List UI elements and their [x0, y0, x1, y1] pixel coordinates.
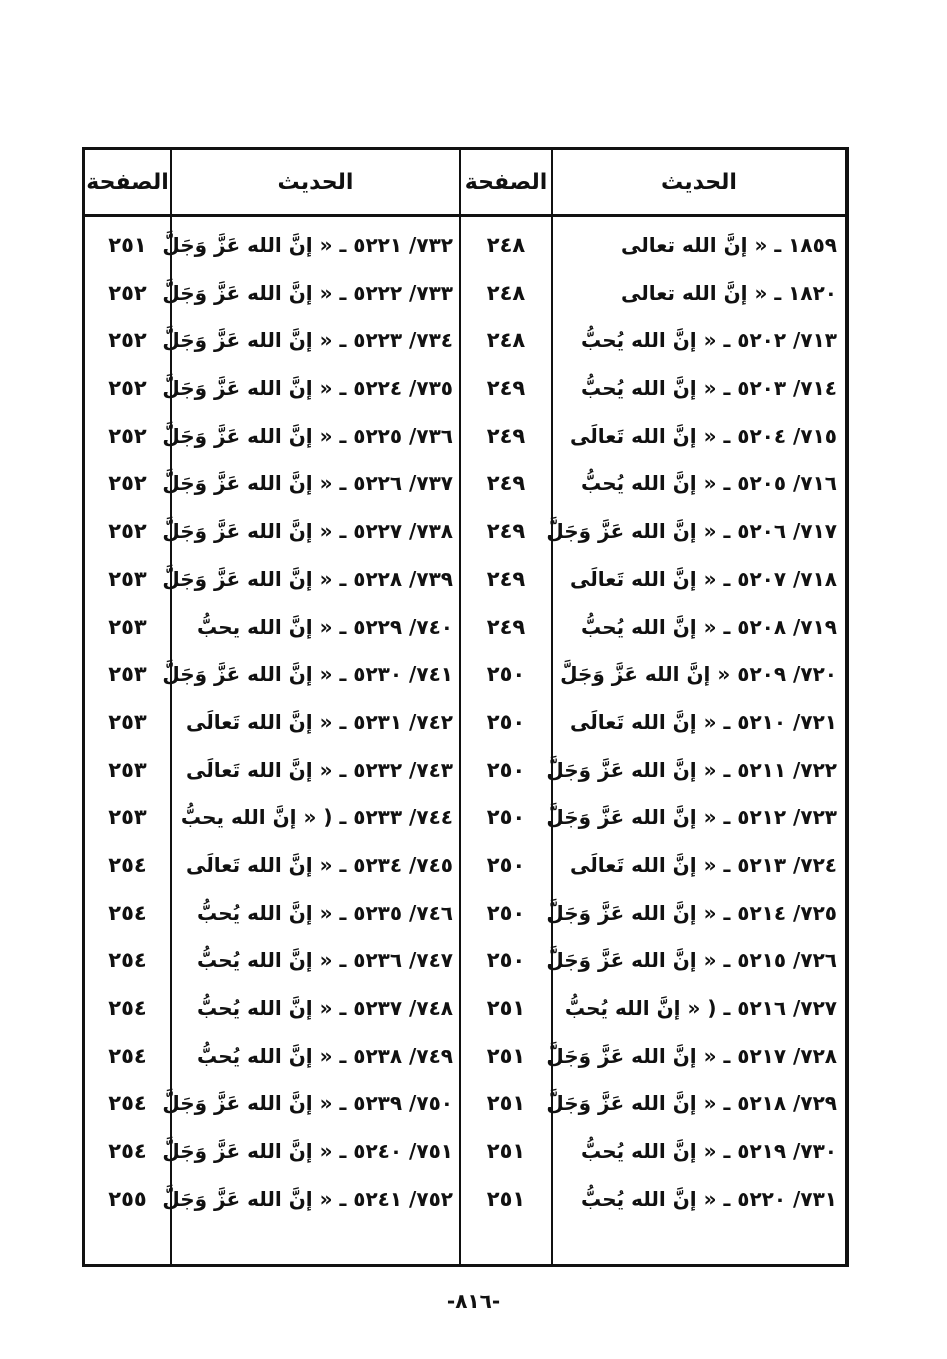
page-ref: ٢٥٠	[486, 805, 526, 830]
page-ref: ٢٥٤	[108, 948, 147, 973]
page-ref: ٢٥٠	[486, 757, 526, 782]
hadith-entry: ٧٢٢/ ٥٢١١ ـ « إنَّ الله عَزَّ وَجَلَّ	[546, 757, 837, 782]
page-ref: ٢٥٣	[108, 662, 147, 687]
hadith-entry: ٧٢٦/ ٥٢١٥ ـ « إنَّ الله عَزَّ وَجَلَّ	[546, 948, 837, 973]
hadith-entry: ٧٥٠/ ٥٢٣٩ ـ « إنَّ الله عَزَّ وَجَلَّ	[162, 1091, 453, 1116]
page-ref: ٢٥١	[486, 996, 526, 1020]
hadith-entry: ٧٢٤/ ٥٢١٣ ـ « إنَّ الله تَعالَى	[570, 852, 837, 877]
table-row	[85, 793, 845, 841]
table-row	[85, 364, 845, 412]
page-ref: ٢٥٠	[486, 948, 526, 973]
hadith-entry: ٧١٤/ ٥٢٠٣ ـ « إنَّ الله يُحبُّ	[581, 376, 837, 401]
table-row	[85, 1175, 845, 1223]
page-ref: ٢٥١	[486, 1091, 526, 1116]
page-ref: ٢٤٩	[486, 519, 526, 544]
hadith-entry: ٧٤٣/ ٥٢٣٢ ـ « إنَّ الله تَعالَى	[186, 757, 453, 782]
table-row	[85, 936, 845, 984]
table-row	[85, 459, 845, 507]
page-ref: ٢٥٣	[108, 805, 147, 830]
table-row	[85, 746, 845, 794]
page-ref: ٢٤٨	[486, 328, 526, 353]
page-ref: ٢٤٨	[486, 280, 526, 305]
page-ref: ٢٥٤	[108, 1139, 147, 1164]
table-row	[85, 221, 845, 269]
page-ref: ٢٥٠	[486, 709, 526, 734]
page-ref: ٢٥٥	[108, 1186, 147, 1211]
page-ref: ٢٥١	[486, 1186, 526, 1211]
page-ref: ٢٥١	[486, 1139, 526, 1164]
table-row	[85, 269, 845, 317]
table-row	[85, 316, 845, 364]
hadith-entry: ٧٢٥/ ٥٢١٤ ـ « إنَّ الله عَزَّ وَجَلَّ	[546, 900, 837, 925]
hadith-entry: ٧٤٩/ ٥٢٣٨ ـ « إنَّ الله يُحبُّ	[197, 1043, 453, 1068]
page-ref: ٢٥٣	[108, 614, 147, 639]
hadith-entry: ٧٣٨/ ٥٢٢٧ ـ « إنَّ الله عَزَّ وَجَلَّ	[162, 519, 453, 544]
hadith-entry: ٧٤٨/ ٥٢٣٧ ـ « إنَّ الله يُحبُّ	[197, 996, 453, 1020]
page-ref: ٢٥٤	[108, 852, 147, 877]
table-row	[85, 1032, 845, 1080]
page-ref: ٢٥٣	[108, 566, 147, 591]
page-ref: ٢٥٢	[108, 376, 147, 401]
hadith-entry: ٧٣٤/ ٥٢٢٣ ـ « إنَّ الله عَزَّ وَجَلَّ	[162, 328, 453, 353]
hadith-entry: ٧٤٠/ ٥٢٢٩ ـ « إنَّ الله يحبُّ	[197, 614, 453, 639]
page-ref: ٢٥٢	[108, 280, 147, 305]
page-ref: ٢٥٢	[108, 471, 147, 496]
hadith-entry: ٧٣٣/ ٥٢٢٢ ـ « إنَّ الله عَزَّ وَجَلَّ	[162, 280, 453, 305]
page-ref: ٢٤٩	[486, 566, 526, 591]
hadith-entry: ٧٣٠/ ٥٢١٩ ـ « إنَّ الله يُحبُّ	[581, 1139, 837, 1164]
hadith-entry: ٧٣٢/ ٥٢٢١ ـ « إنَّ الله عَزَّ وَجَلَّ	[162, 233, 453, 257]
hadith-entry: ٧١٧/ ٥٢٠٦ ـ « إنَّ الله عَزَّ وَجَلَّ	[546, 519, 837, 544]
table-row	[85, 698, 845, 746]
hadith-entry: ٧١٨/ ٥٢٠٧ ـ « إنَّ الله تَعالَى	[570, 566, 837, 591]
hadith-entry: ١٨٢٠ ـ « إنَّ الله تعالى	[620, 280, 837, 305]
page-ref: ٢٤٨	[486, 233, 526, 257]
page-ref: ٢٥٢	[108, 328, 147, 353]
table-row	[85, 603, 845, 651]
page-ref: ٢٥٤	[108, 996, 147, 1020]
table-row	[85, 984, 845, 1032]
hadith-entry: ٧٣٦/ ٥٢٢٥ ـ « إنَّ الله عَزَّ وَجَلَّ	[162, 423, 453, 448]
page-ref: ٢٥٤	[108, 1091, 147, 1116]
hadith-entry: ٧٤٤/ ٥٢٣٣ ـ ( « إنَّ الله يحبُّ	[180, 805, 453, 830]
table-row	[85, 412, 845, 460]
index-rows	[85, 221, 845, 1222]
hadith-entry: ٧٥١/ ٥٢٤٠ ـ « إنَّ الله عَزَّ وَجَلَّ	[162, 1139, 453, 1164]
hadith-entry: ٧٣٩/ ٥٢٢٨ ـ « إنَّ الله عَزَّ وَجَلَّ	[162, 566, 453, 591]
hadith-entry: ٧٤٧/ ٥٢٣٦ ـ « إنَّ الله يُحبُّ	[197, 948, 453, 973]
page-ref: ٢٥١	[486, 1043, 526, 1068]
hadith-entry: ٧٣١/ ٥٢٢٠ ـ « إنَّ الله يُحبُّ	[581, 1186, 837, 1211]
hadith-index-table	[82, 147, 849, 1267]
page-ref: ٢٥٢	[108, 519, 147, 544]
hadith-entry: ٧٣٧/ ٥٢٢٦ ـ « إنَّ الله عَزَّ وَجَلَّ	[162, 471, 453, 496]
table-row	[85, 507, 845, 555]
page-ref: ٢٥٤	[108, 900, 147, 925]
hadith-entry: ٧٢٧/ ٥٢١٦ ـ ( « إنَّ الله يُحبُّ	[564, 996, 837, 1020]
page-ref: ٢٥١	[108, 233, 147, 257]
hadith-entry: ٧٢٩/ ٥٢١٨ ـ « إنَّ الله عَزَّ وَجَلَّ	[546, 1091, 837, 1116]
page-ref: ٢٥٠	[486, 662, 526, 687]
page-ref: ٢٤٩	[486, 423, 526, 448]
hadith-entry: ٧١٩/ ٥٢٠٨ ـ « إنَّ الله يُحبُّ	[581, 614, 837, 639]
hadith-entry: ٧١٣/ ٥٢٠٢ ـ « إنَّ الله يُحبُّ	[581, 328, 837, 353]
hadith-entry: ٧٢٨/ ٥٢١٧ ـ « إنَّ الله عَزَّ وَجَلَّ	[546, 1043, 837, 1068]
hadith-entry: ٧٤٢/ ٥٢٣١ ـ « إنَّ الله تَعالَى	[186, 709, 453, 734]
header-page-right: الصفحة	[464, 169, 548, 195]
table-row	[85, 555, 845, 603]
header-hadith-right: الحديث	[661, 169, 737, 195]
hadith-entry: ٧٢٠/ ٥٢٠٩ « إنَّ الله عَزَّ وَجَلَّ	[560, 662, 837, 687]
page-ref: ٢٤٩	[486, 376, 526, 401]
hadith-entry: ٧١٥/ ٥٢٠٤ ـ « إنَّ الله تَعالَى	[570, 423, 837, 448]
hadith-entry: ٧٥٢/ ٥٢٤١ ـ « إنَّ الله عَزَّ وَجَلَّ	[162, 1186, 453, 1211]
hadith-entry: ٧٤١/ ٥٢٣٠ ـ « إنَّ الله عَزَّ وَجَلَّ	[162, 662, 453, 687]
header-hadith-left: الحديث	[277, 169, 354, 195]
page-ref: ٢٥٠	[486, 852, 526, 877]
page-ref: ٢٥٤	[108, 1043, 147, 1068]
page-ref: ٢٥٢	[108, 423, 147, 448]
page-ref: ٢٥٣	[108, 709, 147, 734]
hadith-entry: ٧١٦/ ٥٢٠٥ ـ « إنَّ الله يُحبُّ	[581, 471, 837, 496]
page-number: -٨١٦-	[446, 1289, 501, 1313]
table-row	[85, 889, 845, 937]
hadith-entry: ٧٣٥/ ٥٢٢٤ ـ « إنَّ الله عَزَّ وَجَلَّ	[162, 376, 453, 401]
header-page-left: الصفحة	[86, 169, 169, 195]
page-ref: ٢٤٩	[486, 614, 526, 639]
page-ref: ٢٤٩	[486, 471, 526, 496]
hadith-entry: ١٨٥٩ ـ « إنَّ الله تعالى	[620, 233, 837, 257]
table-row	[85, 841, 845, 889]
header-divider	[85, 214, 845, 217]
hadith-entry: ٧٤٥/ ٥٢٣٤ ـ « إنَّ الله تَعالَى	[186, 852, 453, 877]
table-row	[85, 650, 845, 698]
hadith-entry: ٧٢٣/ ٥٢١٢ ـ « إنَّ الله عَزَّ وَجَلَّ	[546, 805, 837, 830]
table-row	[85, 1127, 845, 1175]
page-ref: ٢٥٣	[108, 757, 147, 782]
hadith-entry: ٧٤٦/ ٥٢٣٥ ـ « إنَّ الله يُحبُّ	[197, 900, 453, 925]
table-row	[85, 1079, 845, 1127]
page-ref: ٢٥٠	[486, 900, 526, 925]
hadith-entry: ٧٢١/ ٥٢١٠ ـ « إنَّ الله تَعالَى	[570, 709, 837, 734]
